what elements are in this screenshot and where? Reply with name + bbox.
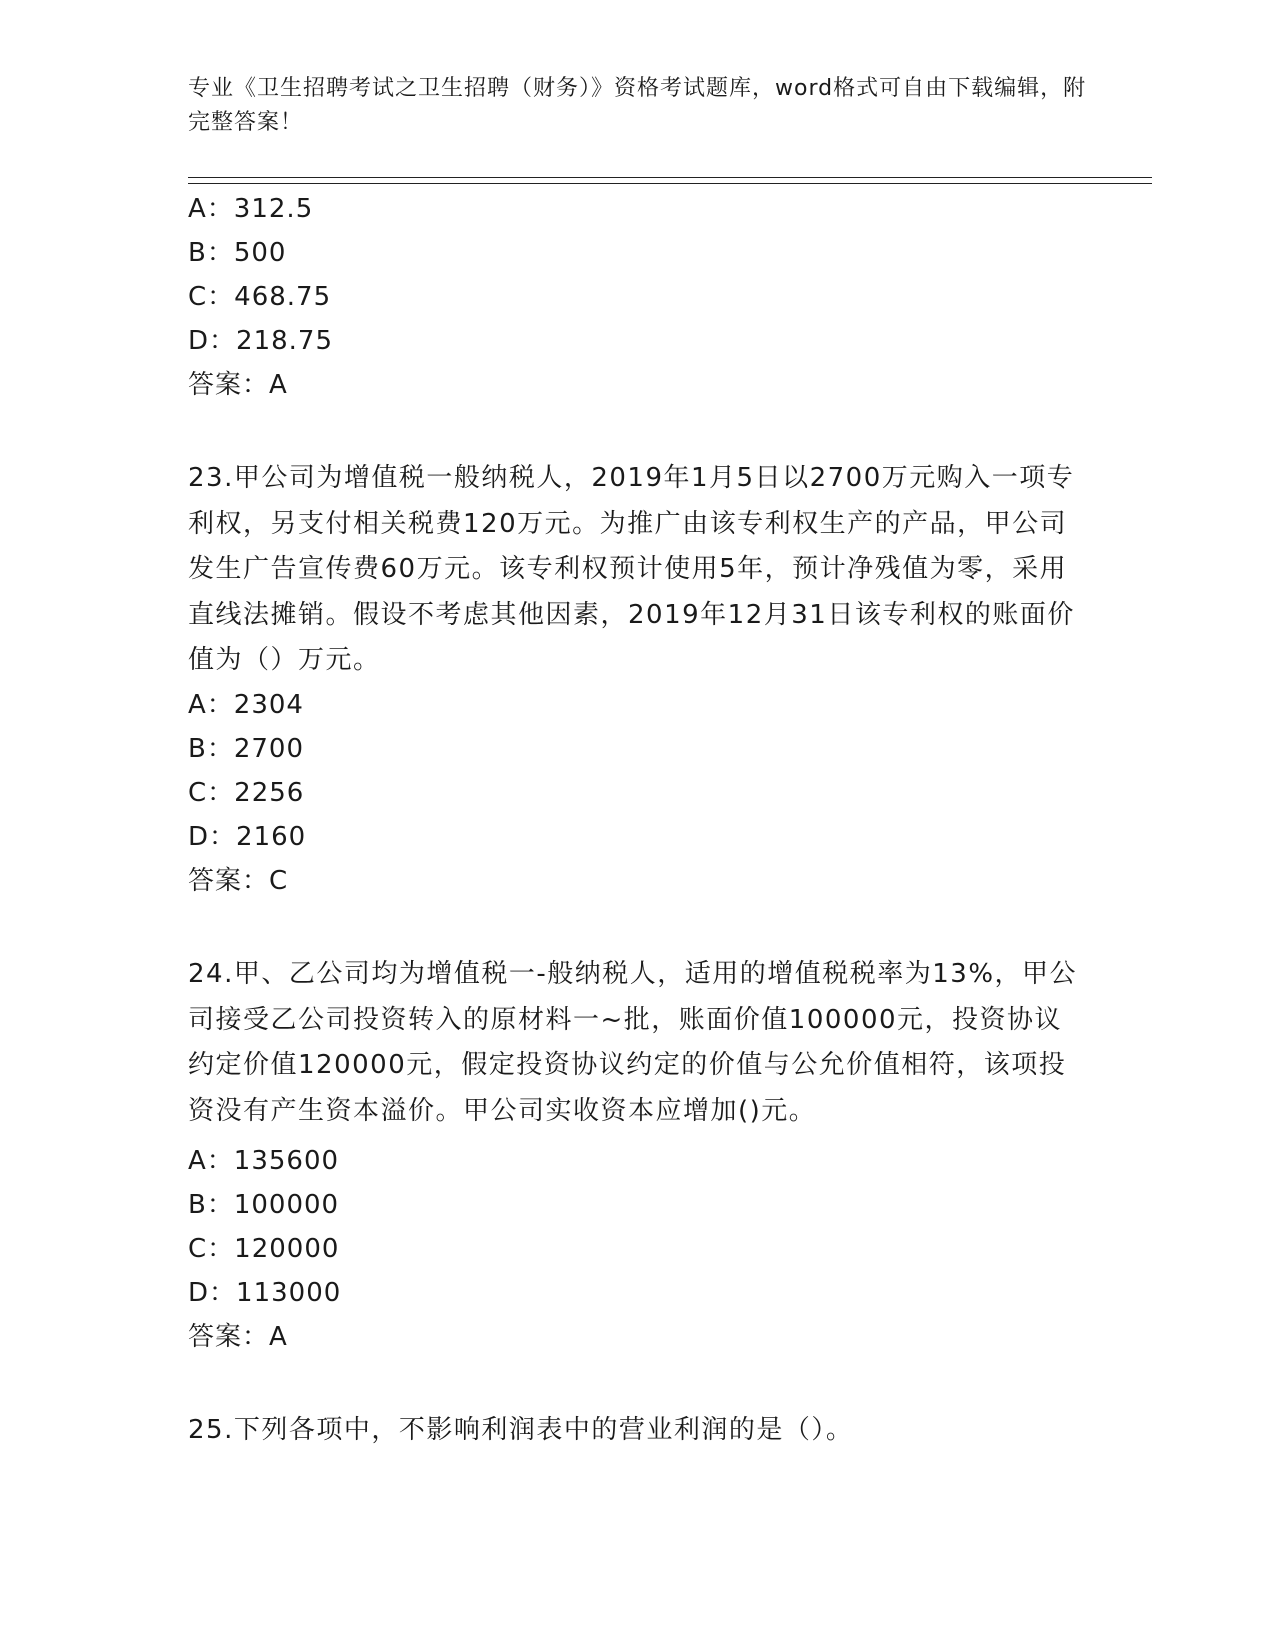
q24-answer: 答案：A	[188, 1322, 288, 1352]
q23-option-d: D：2160	[188, 822, 307, 852]
q24-option-b: B：100000	[188, 1190, 340, 1220]
prev-option-d: D：218.75	[188, 326, 334, 356]
question-25-text: 25.下列各项中，不影响利润表中的营业利润的是（）。	[188, 1415, 854, 1445]
prev-option-b: B：500	[188, 238, 287, 268]
q23-option-a: A：2304	[188, 690, 304, 720]
q24-option-c: C：120000	[188, 1234, 340, 1264]
question-23-text: 23.甲公司为增值税一般纳税人，2019年1月5日以2700万元购入一项专利权，另支付相关税费120万元。为推广由该专利权生产的产品，甲公司发生广告宣传费60万元。该专利权预计使用5年，预计净残值为零，采用直线法摊销。假设不考虑其他因素，2019年12月31日该专利权的账面价值为（）万元。	[188, 463, 1075, 675]
header-rule-bottom	[188, 183, 1152, 184]
q23-option-c: C：2256	[188, 778, 305, 808]
q23-answer: 答案：C	[188, 866, 289, 896]
q23-option-b: B：2700	[188, 734, 305, 764]
question-24-text: 24.甲、乙公司均为增值税一-般纳税人，适用的增值税税率为13%，甲公司接受乙公司投资转入的原材料一~批，账面价值100000元，投资协议约定价值120000元，假定投资协议约定的价值与公允价值相符，该项投资没有产生资本溢价。甲公司实收资本应增加()元。	[188, 959, 1078, 1126]
q24-option-a: A：135600	[188, 1146, 340, 1176]
header-rule-top	[188, 177, 1152, 178]
prev-option-c: C：468.75	[188, 282, 332, 312]
document-header-title: 专业《卫生招聘考试之卫生招聘（财务）》资格考试题库，word格式可自由下载编辑，附完整答案！	[188, 76, 1087, 135]
prev-answer: 答案：A	[188, 370, 288, 400]
prev-option-a: A：312.5	[188, 194, 314, 224]
q24-option-d: D：113000	[188, 1278, 342, 1308]
